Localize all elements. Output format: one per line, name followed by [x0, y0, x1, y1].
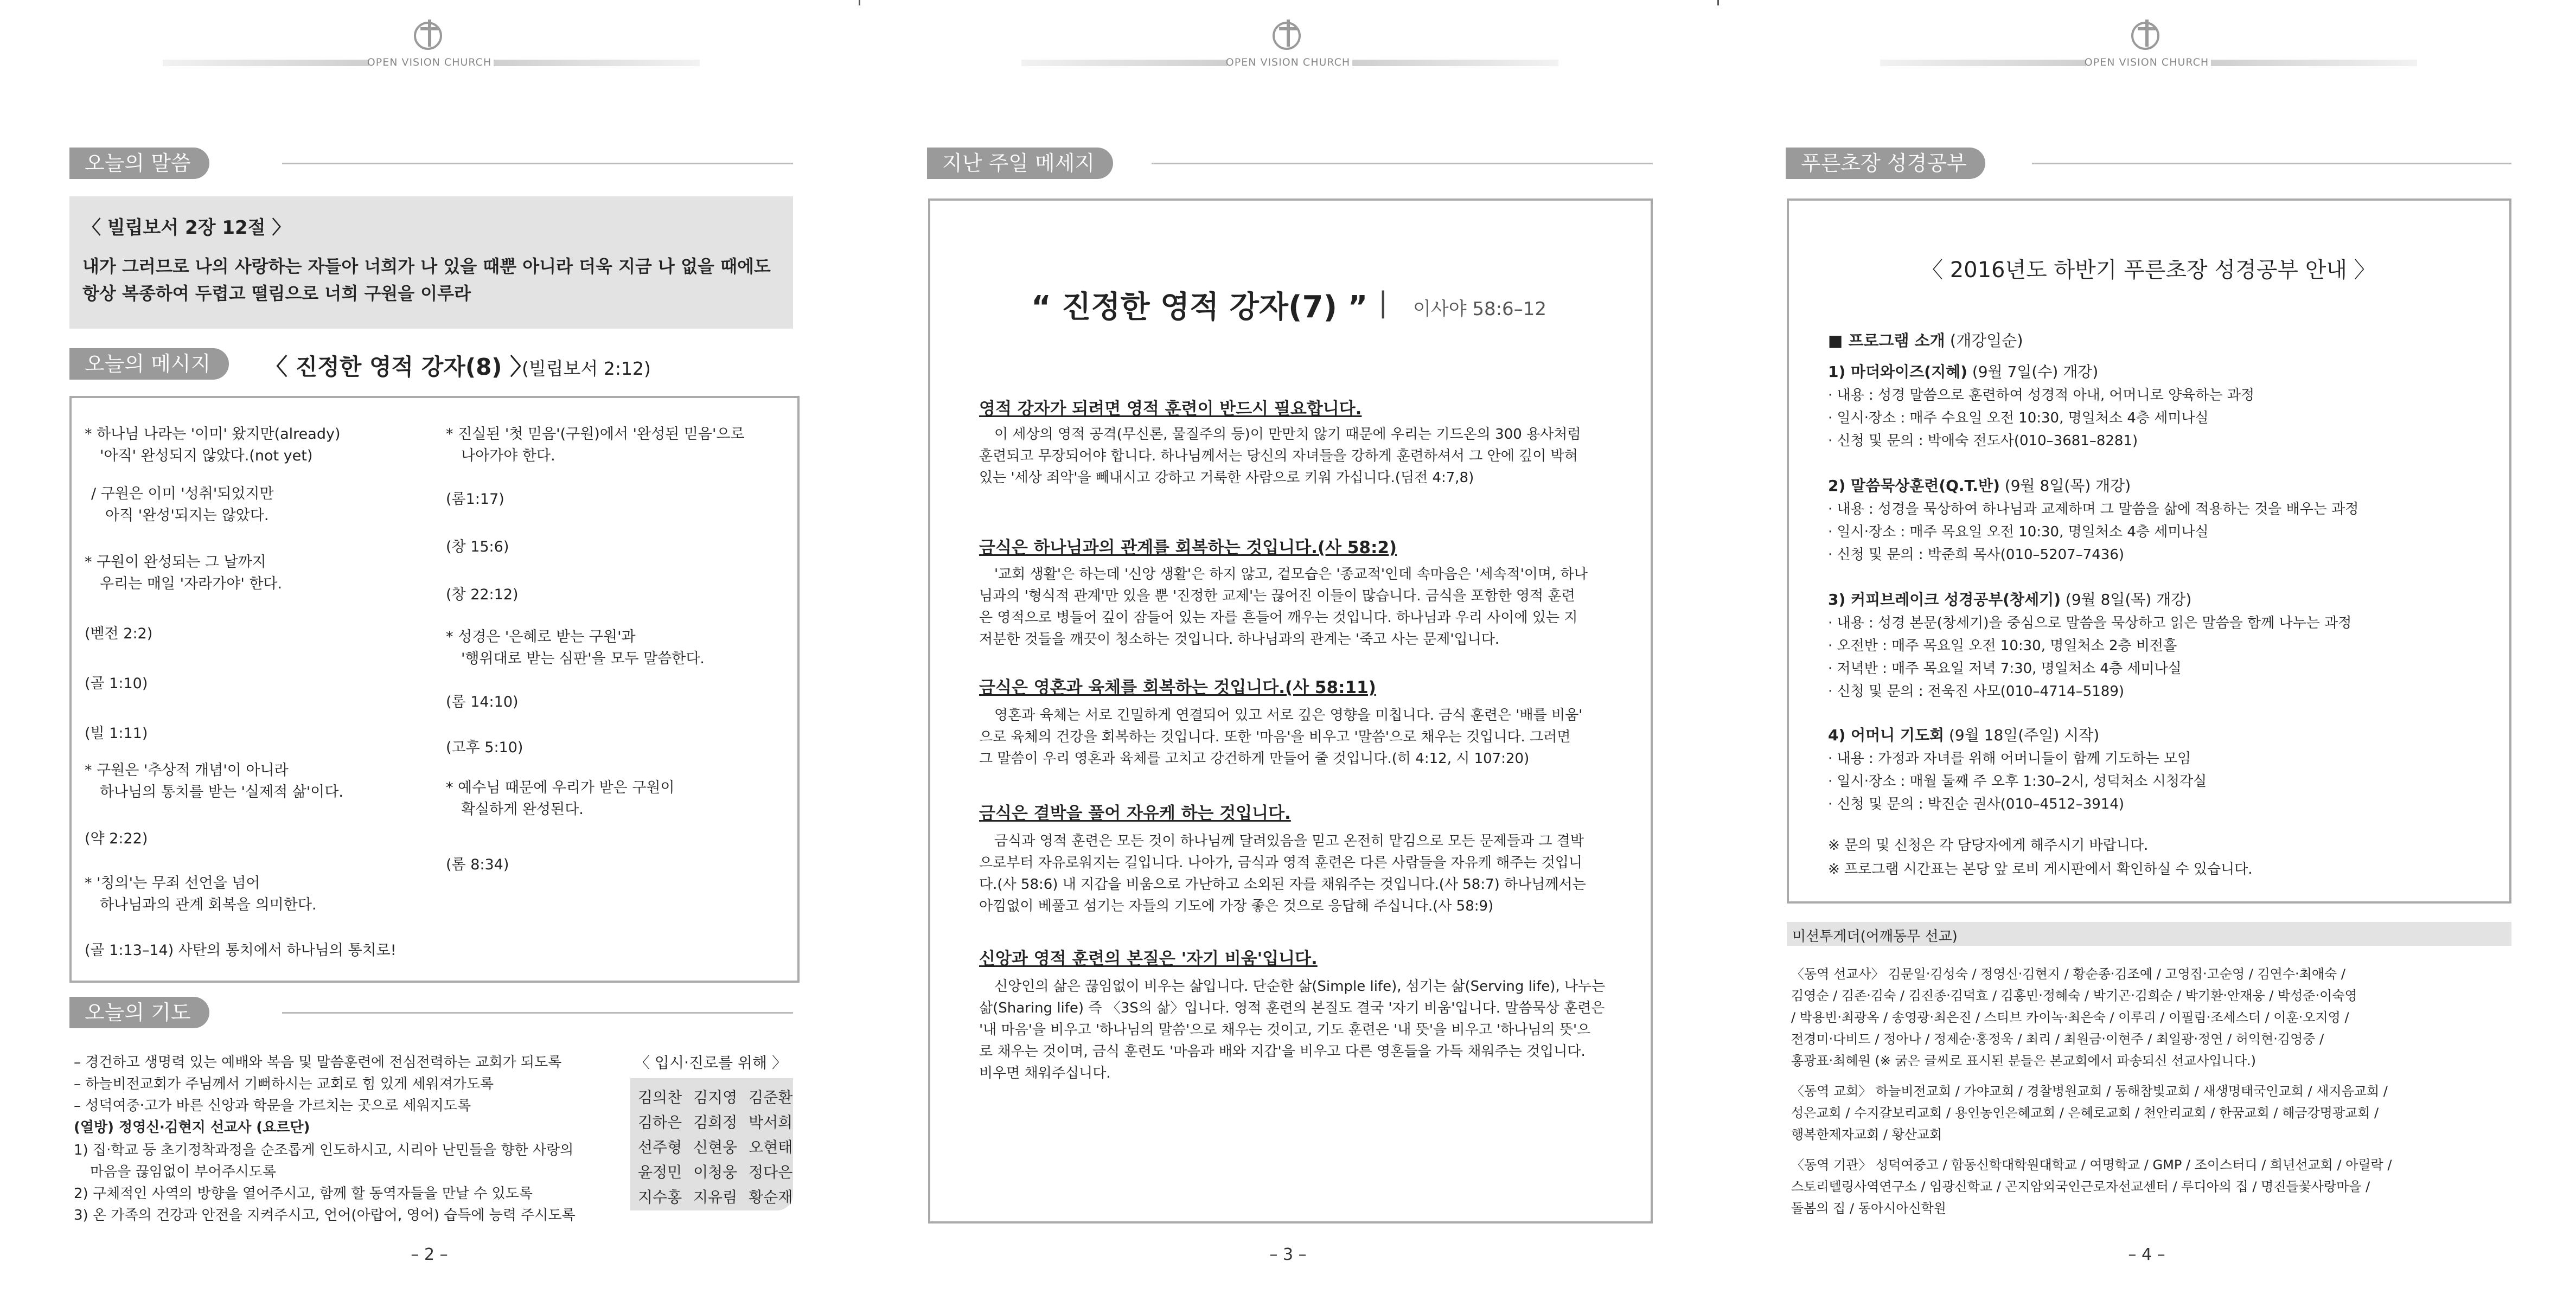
scripture-box — [69, 196, 793, 329]
program-item: · 내용 : 성경을 묵상하여 하나님과 교제하며 그 말씀을 삶에 적용하는 것을 배우는 과정 — [1828, 501, 2359, 517]
sermon-heading: 영적 강자가 되려면 영적 훈련이 반드시 필요합니다. — [979, 399, 1362, 419]
message-title: 〈 진정한 영적 강자(8) 〉 — [265, 354, 533, 380]
sermon-line: 저분한 것들을 깨끗이 청소하는 것입니다. 하나님과의 관계는 '죽고 사는 문제'입니다. — [979, 631, 1500, 648]
note-line: '아직' 완성되지 않았다.(not yet) — [100, 447, 313, 464]
exam-names-box — [630, 1078, 793, 1210]
sermon-line: 님과의 '형식적 관계'만 있을 뿐 '진정한 교제'는 끊어진 이들이 많습니다. 금식을 포함한 영적 훈련 — [979, 588, 1575, 604]
note-line: 나아가야 한다. — [461, 447, 555, 464]
section-title-prayer: 오늘의 기도 — [69, 997, 209, 1028]
note-line: * 구원은 '추상적 개념'이 아니라 — [85, 762, 289, 779]
sermon-title: “ 진정한 영적 강자(7) ” — [1031, 290, 1368, 325]
page-number: – 2 – — [411, 1245, 448, 1264]
church-name: OPEN VISION CHURCH — [1225, 56, 1351, 68]
program-item: · 신청 및 문의 : 전욱진 사모(010–4714–5189) — [1828, 683, 2125, 700]
program-title: 4) 어머니 기도회 (9월 18일(주일) 시작) — [1828, 726, 2100, 744]
mission-line: 성은교회 / 수지갈보리교회 / 용인농인은혜교회 / 은혜로교회 / 천안리교회 / 한꿈교회 / 해금강명광교회 / — [1791, 1105, 2379, 1120]
program-item: · 내용 : 성경 본문(창세기)을 중심으로 말씀을 묵상하고 읽은 말씀을 함께 나누는 과정 — [1828, 615, 2352, 631]
program-item: · 신청 및 문의 : 박애숙 전도사(010–3681–8281) — [1828, 433, 2138, 449]
mission-line: 홍광표‧최혜원 (※ 굵은 글씨로 표시된 분들은 본교회에서 파송되신 선교사입니다.) — [1791, 1053, 2257, 1068]
program-item: · 일시‧장소 : 매주 수요일 오전 10:30, 명일처소 4층 세미나실 — [1828, 410, 2209, 426]
sermon-heading: 금식은 영혼과 육체를 회복하는 것입니다.(사 58:11) — [979, 678, 1376, 697]
prayer-item: – 경건하고 생명력 있는 예배와 복음 및 말씀훈련에 전심전력하는 교회가 되도록 — [74, 1054, 562, 1071]
note-line: '행위대로 받는 심판'을 모두 말씀한다. — [461, 650, 705, 667]
note-line: (창 22:12) — [446, 586, 519, 603]
page-header — [1717, 15, 2576, 69]
note-line: * '칭의'는 무죄 선언을 넘어 — [85, 875, 260, 892]
bible-study-box — [1787, 198, 2511, 904]
prayer-item: 3) 온 가족의 건강과 안전을 지켜주시고, 언어(아랍어, 영어) 습득에 능력 주시도록 — [74, 1207, 576, 1223]
note-line: (롬 14:10) — [446, 694, 519, 710]
page-header — [859, 15, 1717, 69]
footnote: ※ 문의 및 신청은 각 담당자에게 해주시기 바랍니다. — [1828, 837, 2149, 854]
sermon-heading: 신앙과 영적 훈련의 본질은 '자기 비움'입니다. — [979, 949, 1318, 969]
note-line: (벧전 2:2) — [85, 625, 153, 642]
note-line: * 진실된 '첫 믿음'(구원)에서 '완성된 믿음'으로 — [446, 426, 745, 443]
note-line: 아직 '완성'되지는 않았다. — [105, 507, 269, 524]
sermon-line: 신앙인의 삶은 끊임없이 비우는 삶입니다. 단순한 삶(Simple life), 섬기는 삶(Serving life), 나누는 — [994, 978, 1606, 995]
scripture-reference: 〈 빌립보서 2장 12절 〉 — [82, 217, 291, 239]
page-header — [0, 15, 859, 69]
section-title-bible-study: 푸른초장 성경공부 — [1786, 148, 1985, 179]
sermon-line: 다.(사 58:6) 내 지갑을 비움으로 가난하고 소외된 자를 채워주는 것입니다.(사 58:7) 하나님께서는 — [979, 876, 1586, 893]
section-title-message: 오늘의 메시지 — [69, 348, 229, 380]
sermon-reference: 이사야 58:6–12 — [1413, 298, 1546, 320]
mission-title: 미션투게더(어깨동무 선교) — [1792, 928, 1958, 945]
note-line: (골 1:13–14) 사탄의 통치에서 하나님의 통치로! — [85, 942, 397, 959]
exam-name: 김의찬 김지영 김준환 — [638, 1088, 793, 1106]
program-item: · 저녁반 : 매주 목요일 저녁 7:30, 명일처소 4층 세미나실 — [1828, 661, 2182, 677]
church-logo-icon — [405, 15, 454, 54]
note-line: * 예수님 때문에 우리가 받은 구원이 — [446, 779, 675, 796]
church-name: OPEN VISION CHURCH — [2084, 56, 2209, 68]
mission-line: 김영순 / 김존‧김숙 / 김진종‧김덕효 / 김홍민‧정혜숙 / 박기곤‧김희순 / 박기환‧안재웅 / 박성준‧이숙영 — [1791, 988, 2357, 1003]
note-line: * 구원이 완성되는 그 날까지 — [85, 554, 266, 571]
prayer-item: 마음을 끊임없이 부어주시도록 — [90, 1164, 277, 1180]
sermon-line: 으로 육체의 건강을 회복하는 것입니다. 또한 '마음'을 비우고 '말씀'으로 채우는 것입니다. 그러면 — [979, 729, 1571, 745]
sermon-heading: 금식은 결박을 풀어 자유케 하는 것입니다. — [979, 804, 1291, 823]
divider — [282, 1012, 793, 1014]
sermon-line: 이 세상의 영적 공격(무신론, 물질주의 등)이 만만치 않기 때문에 우리는 기드온의 300 용사처럼 — [994, 426, 1581, 443]
program-item: · 내용 : 성경 말씀으로 훈련하여 성경적 아내, 어머니로 양육하는 과정 — [1828, 387, 2255, 403]
note-line: * 성경은 '은혜로 받는 구원'과 — [446, 629, 636, 645]
sermon-line: 으로부터 자유로워지는 길입니다. 나아가, 금식과 영적 훈련은 다른 사람들을 자유케 해주는 것입니 — [979, 855, 1583, 871]
program-item: · 신청 및 문의 : 박진순 권사(010–4512–3914) — [1828, 796, 2125, 812]
mission-title-bar — [1787, 922, 2511, 946]
prayer-item: 1) 집‧학교 등 초기정착과정을 순조롭게 인도하시고, 시리아 난민들을 향한 사랑의 — [74, 1142, 574, 1158]
note-line: 확실하게 완성된다. — [461, 801, 584, 818]
sermon-line: 은 영적으로 병들어 깊이 잠들어 있는 자를 흔들어 깨우는 것입니다. 하나님과 우리 사이에 있는 지 — [979, 610, 1578, 626]
church-logo-icon — [2123, 15, 2171, 54]
mission-line: 돌봄의 집 / 동아시아신학원 — [1791, 1201, 1946, 1216]
mission-line: 행복한제자교회 / 황산교회 — [1791, 1127, 1942, 1142]
mission-line: 〈동역 선교사〉 김문일‧김성숙 / 정영신‧김현지 / 황순종‧김조예 / 고영집‧고순영 / 김연수‧최애숙 / — [1791, 966, 2345, 982]
sermon-line: 훈련되고 무장되어야 합니다. 하나님께서는 당신의 자녀들을 강하게 훈련하셔서 그 안에 깊이 박혀 — [979, 448, 1578, 464]
exam-name: 윤정민 이청웅 정다은 — [638, 1163, 793, 1181]
program-title: 2) 말씀묵상훈련(Q.T.반) (9월 8일(목) 개강) — [1828, 477, 2131, 495]
divider — [282, 163, 793, 164]
mission-line: 〈동역 교회〉 하늘비전교회 / 가야교회 / 경찰병원교회 / 동해참빛교회 / 새생명태국인교회 / 새지음교회 / — [1791, 1084, 2388, 1099]
page-2 — [0, 0, 859, 1294]
scripture-line: 내가 그러므로 나의 사랑하는 자들아 너희가 나 있을 때뿐 아니라 더욱 지금 나 없을 때에도 — [82, 256, 771, 277]
note-line: 하나님과의 관계 회복을 의미한다. — [100, 896, 317, 913]
section-title-last-sermon: 지난 주일 메세지 — [927, 148, 1113, 179]
note-line: (골 1:10) — [85, 675, 148, 692]
program-title: 1) 마더와이즈(지혜) (9월 7일(수) 개강) — [1828, 363, 2099, 381]
note-line: / 구원은 이미 '성취'되었지만 — [91, 485, 274, 502]
mission-line: 〈동역 기관〉 성덕여중고 / 합동신학대학원대학교 / 여명학교 / GMP / 조이스터디 / 희년선교회 / 아릴락 / — [1791, 1157, 2392, 1173]
program-item: · 내용 : 가정과 자녀를 위해 어머니들이 함께 기도하는 모임 — [1828, 751, 2191, 767]
prayer-item: 2) 구체적인 사역의 방향을 열어주시고, 함께 할 동역자들을 만날 수 있도록 — [74, 1186, 533, 1202]
page-number: – 4 – — [2128, 1245, 2165, 1264]
sermon-box — [928, 198, 1653, 1223]
program-item: · 일시‧장소 : 매월 둘째 주 오후 1:30–2시, 성덕처소 시청각실 — [1828, 773, 2207, 790]
prayer-item: (열방) 정영신‧김현지 선교사 (요르단) — [74, 1119, 310, 1136]
exam-name: 김하은 김희정 박서희 — [638, 1113, 793, 1131]
exam-name: 선주형 신현웅 오현태 — [638, 1138, 793, 1156]
sermon-line: 아낌없이 베풀고 섬기는 자들의 기도에 가장 좋은 것으로 응답해 주십니다.(사 58:9) — [979, 898, 1494, 914]
sermon-line: 그 말씀이 우리 영혼과 육체를 고치고 강건하게 만들어 줄 것입니다.(히 4:12, 시 107:20) — [979, 751, 1530, 767]
note-line: (롬 8:34) — [446, 856, 509, 873]
program-item: · 신청 및 문의 : 박준희 목사(010–5207–7436) — [1828, 547, 2125, 563]
sermon-heading: 금식은 하나님과의 관계를 회복하는 것입니다.(사 58:2) — [979, 538, 1397, 558]
sermon-line: 금식과 영적 훈련은 모든 것이 하나님께 달려있음을 믿고 온전히 맡김으로 모든 문제들과 그 결박 — [994, 833, 1584, 849]
note-line: (약 2:22) — [85, 830, 148, 847]
page-3 — [859, 0, 1717, 1294]
program-item: · 일시‧장소 : 매주 목요일 오전 10:30, 명일처소 4층 세미나실 — [1828, 524, 2209, 540]
mission-line: 전경미‧다비드 / 정아나 / 정제순‧홍정욱 / 최리 / 최원금‧이현주 / 최일광‧정연 / 허익현‧김영중 / — [1791, 1032, 2324, 1047]
note-line: 우리는 매일 '자라가야' 한다. — [100, 575, 283, 592]
sermon-line: 있는 '세상 죄악'을 빼내시고 강하고 거룩한 사람으로 키워 가십니다.(딤전 4:7,8) — [979, 470, 1474, 486]
prayer-item: – 성덕여중‧고가 바른 신앙과 학문을 가르치는 곳으로 세워지도록 — [74, 1098, 471, 1114]
page-number: – 3 – — [1269, 1245, 1307, 1264]
exam-name: 지수홍 지유림 황순재 — [638, 1188, 793, 1206]
title-separator: | — [1378, 286, 1388, 319]
note-line: (창 15:6) — [446, 539, 509, 555]
exam-title: 〈 입시‧진로를 위해 〉 — [635, 1054, 787, 1072]
program-item: · 오전반 : 매주 목요일 오전 10:30, 명일처소 2층 비전홀 — [1828, 638, 2177, 654]
fold-mark — [1717, 0, 1719, 5]
note-line: (롬1:17) — [446, 491, 504, 508]
footnote: ※ 프로그램 시간표는 본당 앞 로비 게시판에서 확인하실 수 있습니다. — [1828, 861, 2253, 877]
church-logo-icon — [1264, 15, 1313, 54]
mission-line: / 박용빈‧최광옥 / 송영광‧최은진 / 스티브 카이녹‧최은숙 / 이루리 / 이필림‧조세스더 / 이훈‧오지영 / — [1791, 1010, 2349, 1025]
church-name: OPEN VISION CHURCH — [367, 56, 492, 68]
sermon-line: 영혼과 육체는 서로 긴밀하게 연결되어 있고 서로 깊은 영향을 미칩니다. 금식 훈련은 '배를 비움' — [994, 707, 1583, 723]
message-notes-box — [69, 396, 800, 983]
section-title-word: 오늘의 말씀 — [69, 148, 209, 179]
note-line: (고후 5:10) — [446, 739, 523, 756]
page-4 — [1717, 0, 2576, 1294]
divider — [1152, 163, 1653, 164]
sermon-line: 비우면 채워주십니다. — [979, 1065, 1111, 1081]
sermon-line: 로 채우는 것이며, 금식 훈련도 '마음과 배와 지갑'을 비우고 다른 영혼들을 가득 채워주는 것입니다. — [979, 1043, 1586, 1060]
program-title: 3) 커피브레이크 성경공부(창세기) (9월 8일(목) 개강) — [1828, 591, 2192, 608]
sermon-line: 삶(Sharing life) 즉 〈3S의 삶〉입니다. 영적 훈련의 본질도 결국 '자기 비움'입니다. 말씀묵상 훈련은 — [979, 1000, 1605, 1016]
notice-title: 〈 2016년도 하반기 푸른초장 성경공부 안내 〉 — [1921, 258, 2376, 283]
sermon-line: '내 마음'을 비우고 '하나님의 말씀'으로 채우는 것이고, 기도 훈련은 '내 뜻'을 비우고 '하나님의 뜻'으 — [979, 1022, 1591, 1038]
divider — [2032, 163, 2511, 164]
note-line: 하나님의 통치를 받는 '실제적 삶'이다. — [100, 784, 343, 800]
note-line: * 하나님 나라는 '이미' 왔지만(already) — [85, 426, 341, 443]
mission-line: 스토리텔링사역연구소 / 임광신학교 / 곤지암외국인근로자선교센터 / 루디아의 집 / 명진들꽃사랑마을 / — [1791, 1179, 2370, 1194]
sermon-line: '교회 생활'은 하는데 '신앙 생활'은 하지 않고, 겉모습은 '종교적'인데 속마음은 '세속적'이며, 하나 — [994, 566, 1588, 582]
fold-mark — [859, 0, 860, 5]
prayer-item: – 하늘비전교회가 주님께서 기뻐하시는 교회로 힘 있게 세워져가도록 — [74, 1076, 494, 1092]
scripture-line: 항상 복종하여 두렵고 떨림으로 너희 구원을 이루라 — [82, 283, 471, 304]
program-label: ■ 프로그램 소개 (개강일순) — [1828, 331, 2023, 350]
message-reference: (빌립보서 2:12) — [522, 358, 651, 379]
note-line: (빌 1:11) — [85, 725, 148, 742]
